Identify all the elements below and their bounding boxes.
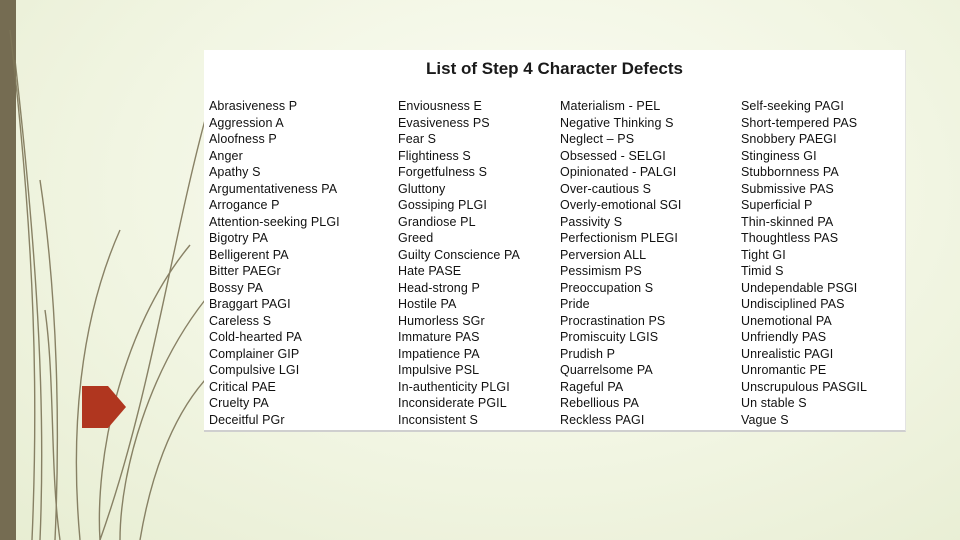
defect-item: Rageful PA xyxy=(560,379,624,394)
defect-item: Bigotry PA xyxy=(209,231,269,245)
defect-item: Unscrupulous PASGIL xyxy=(741,379,868,394)
defect-item: Timid S xyxy=(741,264,784,278)
defect-item: Un stable S xyxy=(741,396,807,410)
defect-item: Abrasiveness P xyxy=(209,99,298,113)
defect-item: Stubbornness PA xyxy=(741,165,839,179)
defect-item: Compulsive LGI xyxy=(209,363,300,377)
defect-item: Careless S xyxy=(209,313,272,328)
defect-item: Apathy S xyxy=(209,165,261,179)
defect-item: Over-cautious S xyxy=(560,181,652,196)
defect-item: Unrealistic PAGI xyxy=(741,346,834,361)
defect-item: Prudish P xyxy=(560,346,616,361)
defect-item: Attention-seeking PLGI xyxy=(209,214,340,229)
defect-item: Bossy PA xyxy=(209,280,264,295)
defect-item: Head-strong P xyxy=(398,280,480,295)
defect-item: Procrastination PS xyxy=(560,313,666,328)
defect-item: Promiscuity LGIS xyxy=(560,330,659,344)
defect-item: Belligerent PA xyxy=(209,247,289,262)
defect-item: Reckless PAGI xyxy=(560,412,645,427)
defect-item: Pessimism PS xyxy=(560,264,642,278)
defect-item: Fear S xyxy=(398,132,437,146)
defect-item: Guilty Conscience PA xyxy=(398,247,520,262)
defect-item: Negative Thinking S xyxy=(560,115,674,130)
defect-item: Obsessed - SELGI xyxy=(560,148,666,163)
defect-item: Perfectionism PLEGI xyxy=(560,231,678,245)
defect-item: Neglect – PS xyxy=(560,132,635,146)
defect-item: In-authenticity PLGI xyxy=(398,379,510,394)
defect-item: Undependable PSGI xyxy=(741,280,858,295)
page-title: List of Step 4 Character Defects xyxy=(426,59,683,78)
defect-item: Forgetfulness S xyxy=(398,165,488,179)
defect-item: Inconsistent S xyxy=(398,412,478,427)
defect-item: Opinionated - PALGI xyxy=(560,165,677,179)
defect-item: Thoughtless PAS xyxy=(741,231,839,245)
defect-item: Unemotional PA xyxy=(741,313,832,328)
defect-item: Short-tempered PAS xyxy=(741,115,858,130)
defect-item: Gossiping PLGI xyxy=(398,198,487,212)
defect-item: Unfriendly PAS xyxy=(741,330,827,344)
defect-item: Humorless SGr xyxy=(398,313,485,328)
defect-item: Aggression A xyxy=(209,115,284,130)
defect-item: Inconsiderate PGIL xyxy=(398,396,507,410)
defect-item: Grandiose PL xyxy=(398,214,476,229)
arrow-pointer-icon xyxy=(82,386,126,428)
defect-item: Complainer GIP xyxy=(209,346,300,361)
defect-item: Vague S xyxy=(741,412,789,427)
defect-item: Enviousness E xyxy=(398,99,482,113)
defect-item: Pride xyxy=(560,297,590,311)
defect-item: Self-seeking PAGI xyxy=(741,99,844,113)
defects-column-1 xyxy=(209,98,340,428)
defect-item: Deceitful PGr xyxy=(209,412,285,427)
defect-item: Critical PAE xyxy=(209,379,276,394)
defect-item: Flightiness S xyxy=(398,148,471,163)
defects-column-4 xyxy=(741,98,867,428)
defects-column-2 xyxy=(398,98,520,428)
defects-column-3 xyxy=(560,98,681,428)
defect-item: Unromantic PE xyxy=(741,363,827,377)
defect-item: Tight GI xyxy=(741,247,786,262)
defect-item: Overly-emotional SGI xyxy=(560,198,682,212)
defect-item: Evasiveness PS xyxy=(398,115,490,130)
defect-item: Impatience PA xyxy=(398,346,480,361)
defect-item: Preoccupation S xyxy=(560,280,654,295)
defect-item: Thin-skinned PA xyxy=(741,214,834,229)
defect-item: Perversion ALL xyxy=(560,247,647,262)
defect-item: Arrogance P xyxy=(209,198,280,212)
defect-item: Argumentativeness PA xyxy=(209,181,338,196)
defect-item: Braggart PAGI xyxy=(209,297,291,311)
defect-item: Aloofness P xyxy=(209,132,277,146)
defect-item: Anger xyxy=(209,148,243,163)
defect-item: Rebellious PA xyxy=(560,396,639,410)
defect-item: Superficial P xyxy=(741,198,813,212)
defect-item: Materialism - PEL xyxy=(560,99,661,113)
defect-item: Cold-hearted PA xyxy=(209,330,302,344)
defect-item: Hostile PA xyxy=(398,297,457,311)
defect-item: Hate PASE xyxy=(398,264,462,278)
defect-item: Undisciplined PAS xyxy=(741,297,845,311)
character-defects-table xyxy=(204,50,906,432)
defect-item: Greed xyxy=(398,231,434,245)
defect-item: Quarrelsome PA xyxy=(560,363,653,377)
defect-item: Snobbery PAEGI xyxy=(741,132,837,146)
defect-item: Gluttony xyxy=(398,181,446,196)
defect-item: Cruelty PA xyxy=(209,396,269,410)
defect-item: Immature PAS xyxy=(398,330,480,344)
defect-item: Passivity S xyxy=(560,214,623,229)
defect-item: Stinginess GI xyxy=(741,148,817,163)
defect-item: Impulsive PSL xyxy=(398,363,480,377)
defect-item: Bitter PAEGr xyxy=(209,264,281,278)
defect-item: Submissive PAS xyxy=(741,181,834,196)
